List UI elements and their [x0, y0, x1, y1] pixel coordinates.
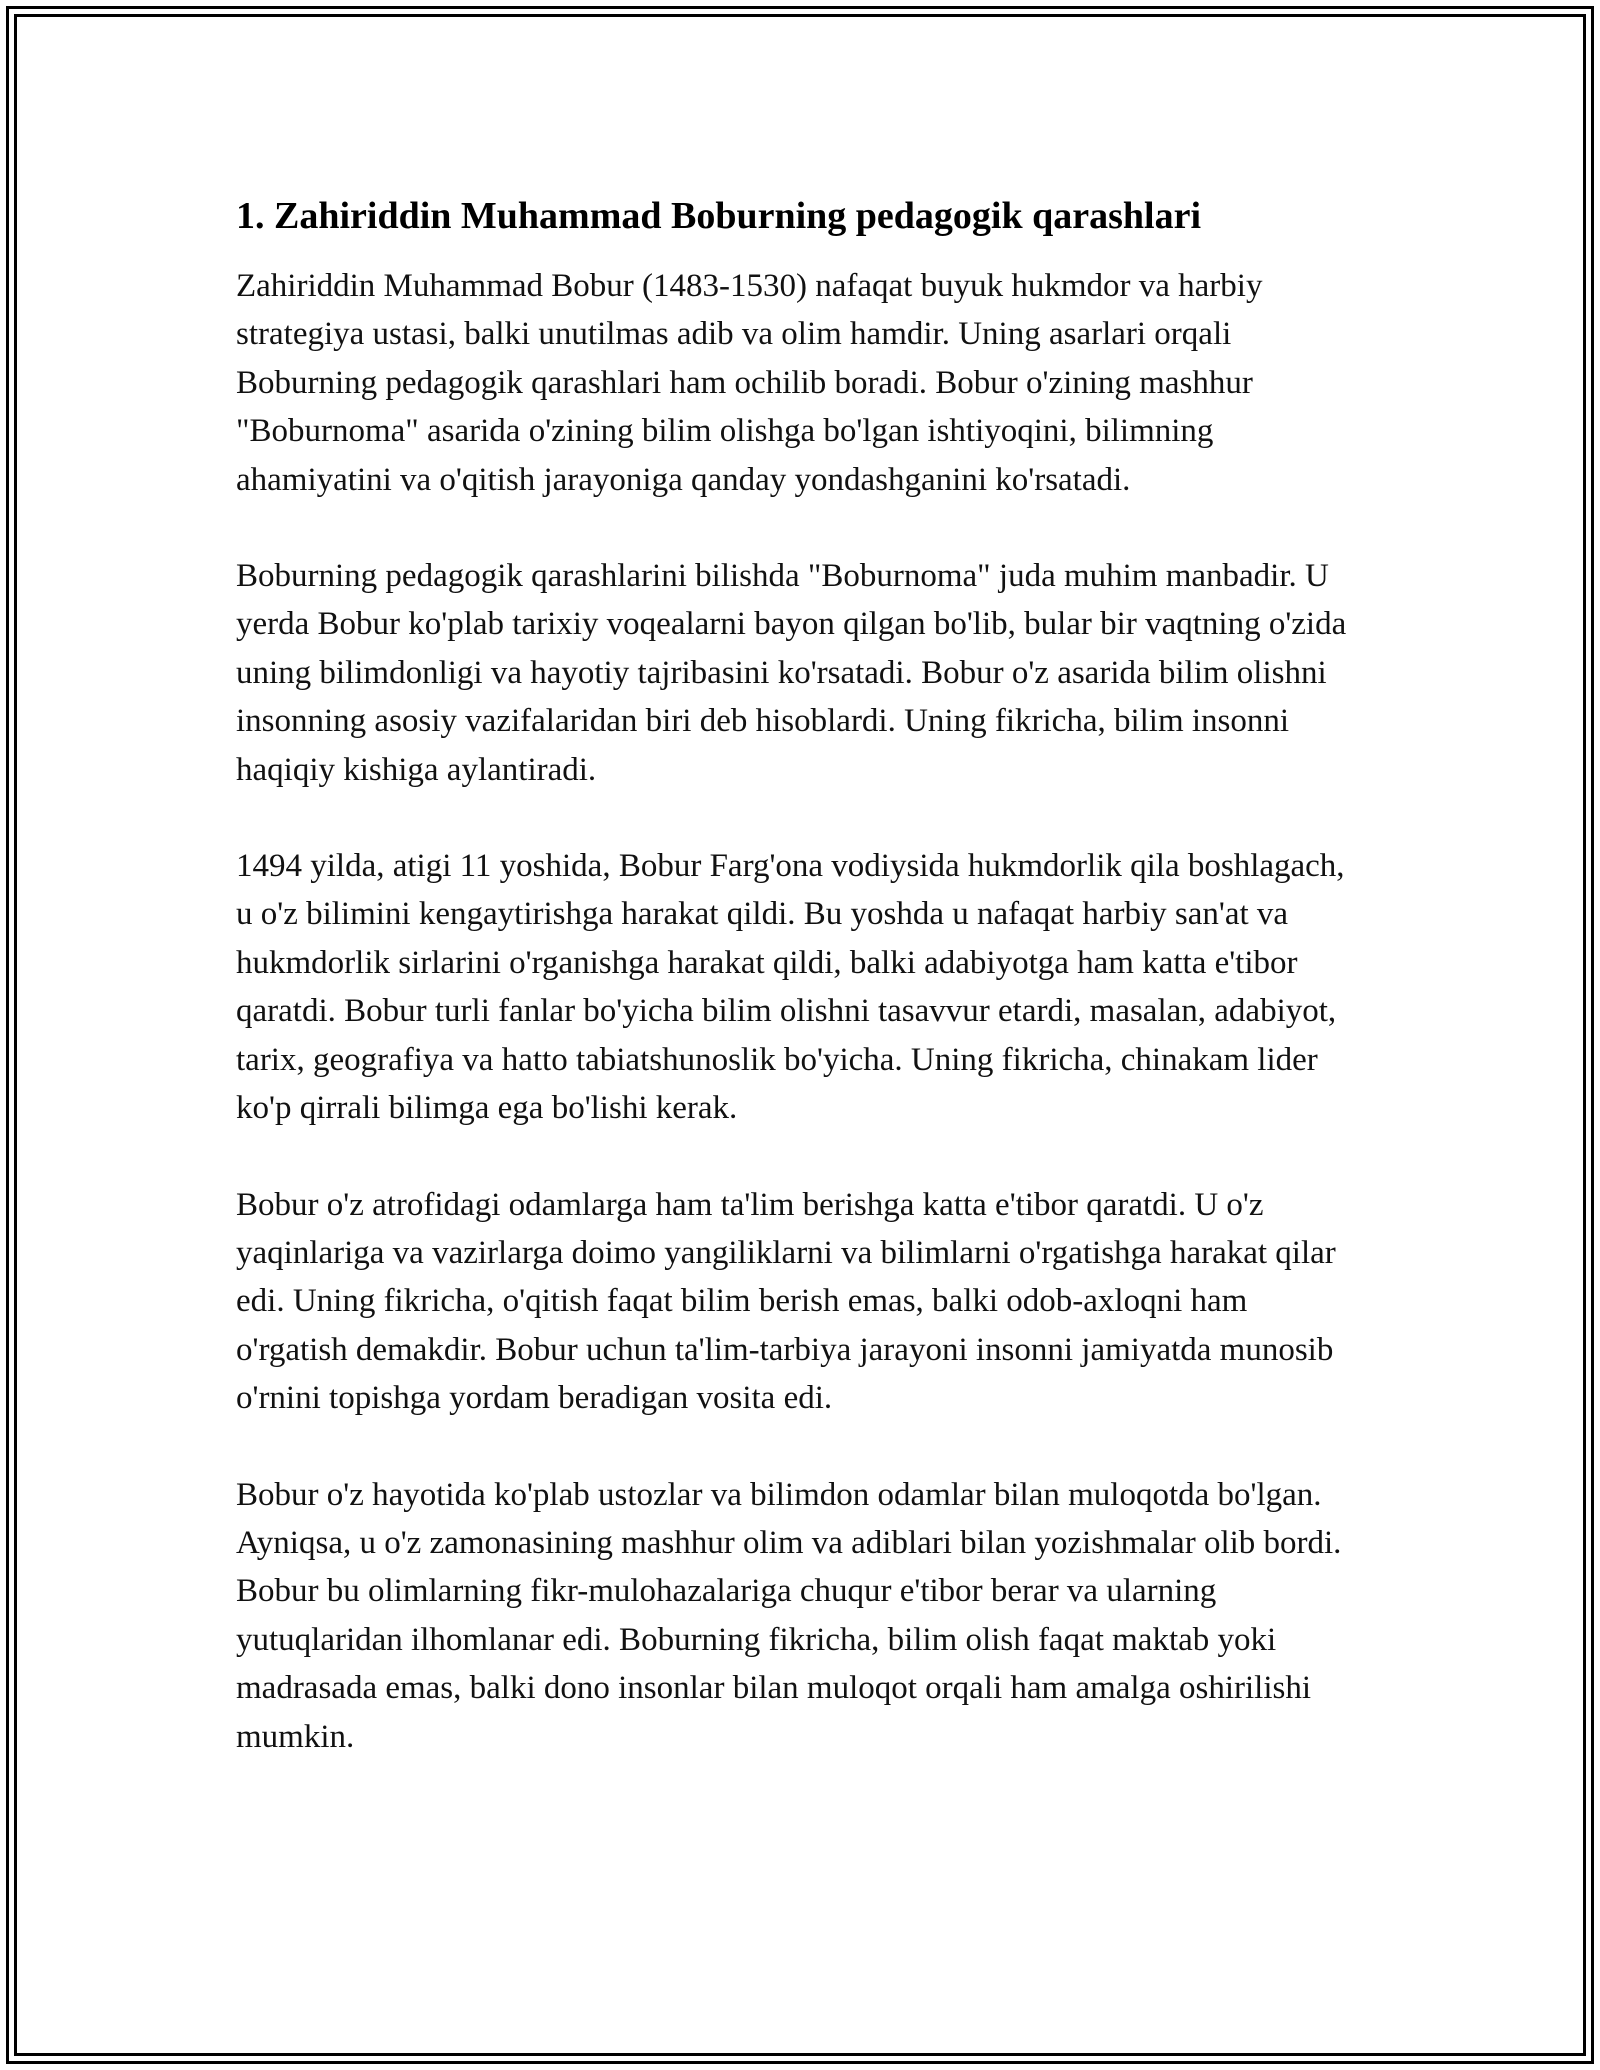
paragraph-5: Bobur o'z hayotida ko'plab ustozlar va bilimdon odamlar bilan muloqotda bo'lgan. Ayniqsa, u o'z zamonasining mashhur olim va adiblari bilan yozishmalar olib bordi. Bobur bu olimlarning fikr-mulohazalariga chuqur e'tibor berar va ularning yutuqlaridan ilhomlanar edi. Boburning fikricha, bilim olish faqat maktab yoki madrasada emas, balki dono insonlar bilan muloqot orqali ham amalga oshirilishi mumkin.	[236, 1476, 1342, 1755]
paragraph-1: Zahiriddin Muhammad Bobur (1483-1530) nafaqat buyuk hukmdor va harbiy strategiya ustasi, balki unutilmas adib va olim hamdir. Uning asarlari orqali Boburning pedagogik qarashlari ham ochilib boradi. Bobur o'zining mashhur "Boburnoma" asarida o'zining bilim olishga bo'lgan ishtiyoqini, bilimning ahamiyatini va o'qitish jarayoniga qanday yondashganini ko'rsatadi.	[236, 268, 1263, 498]
paragraph-2: Boburning pedagogik qarashlarini bilishda "Boburnoma" juda muhim manbadir. U yerda Bobur ko'plab tarixiy voqealarni bayon qilgan bo'lib, bular bir vaqtning o'zida uning bilimdonligi va hayotiy tajribasini ko'rsatadi. Bobur o'z asarida bilim olishni insonning asosiy vazifalaridan biri deb hisoblardi. Uning fikricha, bilim insonni haqiqiy kishiga aylantiradi.	[236, 558, 1347, 788]
paragraph-3: 1494 yilda, atigi 11 yoshida, Bobur Farg'ona vodiysida hukmdorlik qila boshlagach, u o'z bilimini kengaytirishga harakat qildi. Bu yoshda u nafaqat harbiy san'at va hukmdorlik sirlarini o'rganishga harakat qildi, balki adabiyotga ham katta e'tibor qaratdi. Bobur turli fanlar bo'yicha bilim olishni tasavvur etardi, masalan, adabiyot, tarix, geografiya va hatto tabiatshunoslik bo'yicha. Uning fikricha, chinakam lider ko'p qirrali bilimga ega bo'lishi kerak.	[236, 848, 1345, 1127]
paragraph-4: Bobur o'z atrofidagi odamlarga ham ta'lim berishga katta e'tibor qaratdi. U o'z yaqinlariga va vazirlarga doimo yangiliklarni va bilimlarni o'rgatishga harakat qilar edi. Uning fikricha, o'qitish faqat bilim berish emas, balki odob-axloqni ham o'rgatish demakdir. Bobur uchun ta'lim-tarbiya jarayoni insonni jamiyatda munosib o'rnini topishga yordam beradigan vosita edi.	[236, 1186, 1336, 1417]
section-heading: 1. Zahiriddin Muhammad Boburning pedagogik qarashlari	[236, 195, 1202, 237]
document-body	[236, 190, 1366, 1809]
